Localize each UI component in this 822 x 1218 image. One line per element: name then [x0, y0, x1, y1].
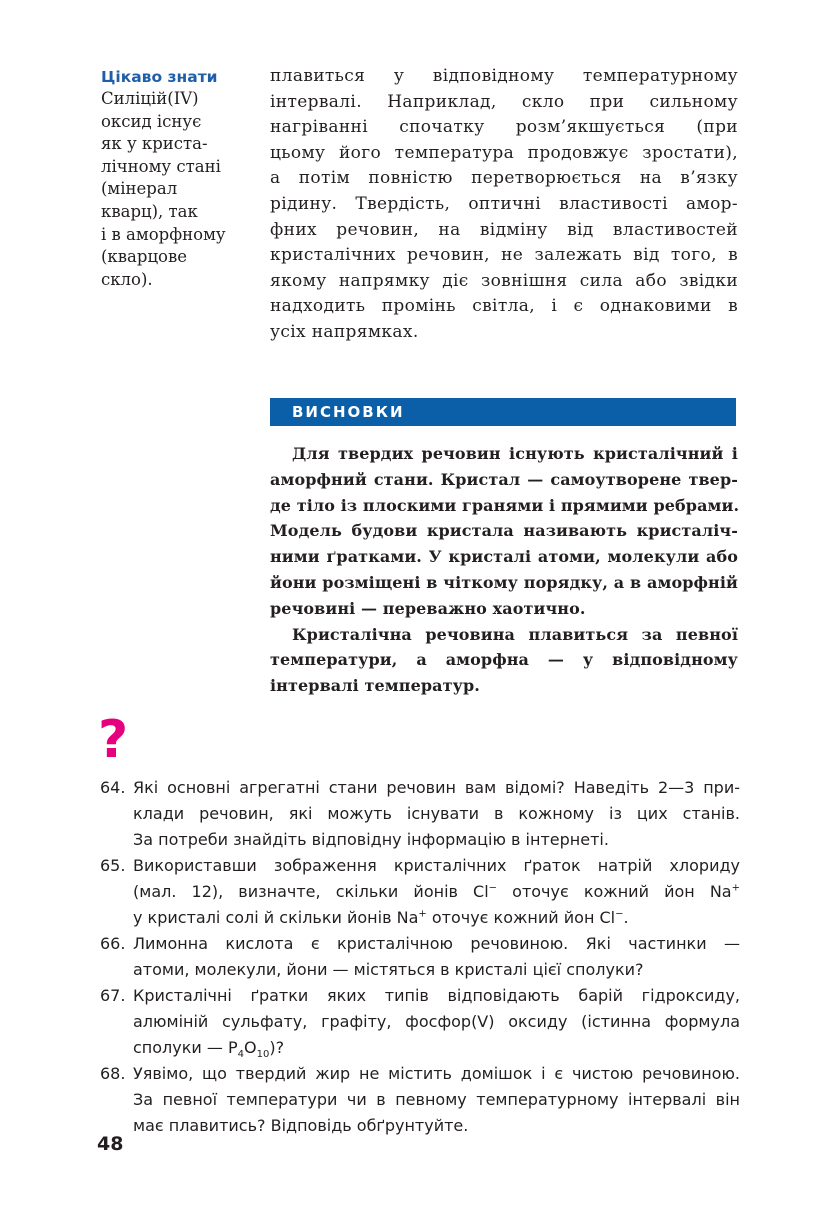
sidebar-note	[101, 66, 251, 291]
text-line: Уявімо, що твердий жир не містить домішок і є чистою речовиною.	[133, 1064, 740, 1083]
text-line	[133, 1035, 740, 1061]
text-fragment: у кристалі солі й скільки йонів Na	[133, 908, 419, 927]
sidebar-line: і в аморфному	[101, 224, 226, 244]
text-line: нагріванні спочатку розм’якшується (при	[270, 117, 738, 138]
text-line: Які основні агрегатні стани речовин вам відомі? Наведіть 2—3 при-	[133, 778, 740, 797]
conclusions-header	[270, 398, 736, 426]
sidebar-title: Цікаво знати	[101, 68, 218, 86]
list-item	[100, 1061, 740, 1139]
text-line: інтервалі. Наприклад, скло при сильному	[270, 91, 738, 112]
text-line: де тіло із плоскими гранями і прямими ребрами.	[270, 495, 740, 515]
question-mark-icon: ?	[98, 710, 129, 770]
text-line: усіх напрямках.	[270, 321, 419, 342]
text-line: алюміній сульфату, графіту, фосфор(V) оксиду (істинна формула	[133, 1012, 740, 1031]
text-fragment: O	[244, 1038, 257, 1057]
text-line: йони розміщені в чіткому порядку, а в аморфній	[270, 572, 738, 592]
text-line: плавиться у відповідному температурному	[270, 66, 738, 86]
text-fragment: оточує кожний йон Na	[497, 882, 732, 901]
sidebar-line: лічному стані	[101, 156, 221, 176]
question-number: 64.	[100, 778, 126, 797]
list-item	[100, 983, 740, 1061]
sidebar-line: як у криста-	[101, 134, 208, 154]
text-line: Кристалічна речовина плавиться за певної	[292, 624, 738, 644]
question-number: 65.	[100, 856, 126, 875]
text-line: цьому його температура продовжує зростати),	[270, 142, 738, 163]
text-line: Для твердих речовин існують кристалічний і	[292, 444, 738, 463]
main-paragraph	[270, 64, 738, 346]
text-line: рідину. Твердість, оптичні властивості амор-	[270, 193, 738, 214]
sidebar-line: Силіцій(IV)	[101, 89, 199, 108]
text-line: надходить промінь світла, і є однаковими в	[270, 296, 738, 317]
text-line: а потім повністю перетворюється на в’язку	[270, 168, 738, 189]
questions-list	[100, 775, 740, 1139]
text-line: Кристалічні ґратки яких типів відповідають барій гідроксиду,	[133, 986, 740, 1005]
text-line: Лимонна кислота є кристалічною речовиною. Які частинки —	[133, 934, 740, 953]
question-number: 67.	[100, 986, 126, 1005]
text-line: атоми, молекули, йони — містяться в кристалі цієї сполуки?	[133, 960, 644, 979]
text-line: ними ґратками. У кристалі атоми, молекули або	[270, 547, 738, 567]
text-line	[133, 879, 740, 905]
text-fragment: (мал. 12), визначте, скільки йонів Cl	[133, 882, 489, 901]
text-fragment: сполуки — P	[133, 1038, 238, 1057]
sidebar-line: оксид існує	[101, 111, 202, 131]
text-line: За потреби знайдіть відповідну інформацію в інтернеті.	[133, 830, 609, 849]
text-line: Використавши зображення кристалічних ґраток натрій хлориду	[133, 856, 740, 875]
page-number: 48	[97, 1133, 124, 1155]
plus-sign: +	[418, 908, 427, 920]
list-item	[100, 931, 740, 983]
question-number: 66.	[100, 934, 126, 953]
list-item	[100, 775, 740, 853]
text-line	[133, 905, 740, 931]
text-line: кристалічних речовин, не залежать від того, в	[270, 245, 738, 266]
question-number: 68.	[100, 1064, 126, 1083]
text-line: аморфний стани. Кристал — самоутворене твер-	[270, 469, 738, 489]
text-fragment: .	[623, 908, 629, 927]
text-fragment: оточує кожний йон Cl	[426, 908, 616, 927]
sidebar-line: кварц), так	[101, 201, 198, 221]
minus-sign: −	[615, 908, 624, 920]
text-line: якому напрямку діє зовнішня сила або звідки	[270, 270, 738, 291]
conclusions-title: ВИСНОВКИ	[292, 403, 405, 421]
subscript: 4	[237, 1049, 244, 1061]
text-line: має плавитись? Відповідь обґрунтуйте.	[133, 1116, 469, 1135]
sidebar-line: (мінерал	[101, 179, 178, 199]
text-fragment: )?	[269, 1038, 285, 1057]
plus-sign: +	[731, 882, 740, 894]
text-line: речовині — переважно хаотично.	[270, 598, 586, 618]
list-item	[100, 853, 740, 931]
subscript: 10	[256, 1049, 270, 1061]
sidebar-line: (кварцове	[101, 247, 188, 267]
text-line: інтервалі температур.	[270, 676, 480, 696]
text-line: За певної температури чи в певному температурному інтервалі він	[133, 1090, 740, 1109]
text-line: Модель будови кристала називають кристаліч-	[270, 521, 738, 541]
minus-sign: −	[488, 882, 498, 894]
text-line: клади речовин, які можуть існувати в кожному із цих станів.	[133, 804, 740, 823]
sidebar-line: скло).	[101, 269, 153, 289]
conclusions-text	[270, 441, 738, 699]
text-line: фних речовин, на відміну від властивостей	[270, 219, 738, 240]
text-line: температури, а аморфна — у відповідному	[270, 650, 738, 670]
